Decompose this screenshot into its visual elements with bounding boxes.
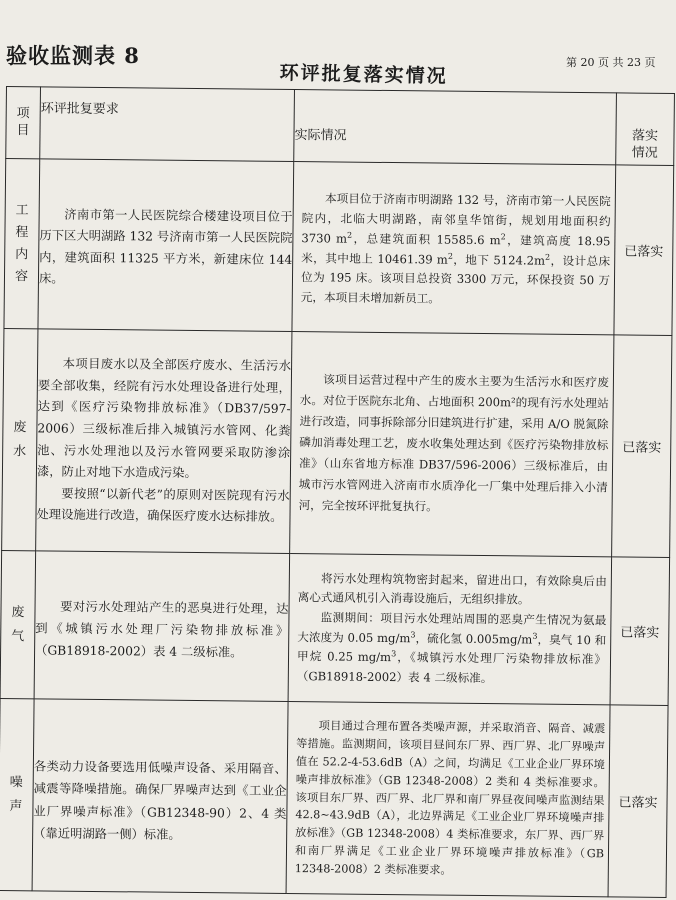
table-row bbox=[0, 698, 668, 897]
status-cell: 已落实 bbox=[610, 557, 670, 706]
row-item-label: 废气 bbox=[11, 604, 25, 644]
requirement-text: 济南市第一人民医院综合楼建设项目位于历下区大明湖路 132 号济南市第一人民医院院内，建筑面积 11325 平方米，新建床位 144 床。 bbox=[38, 207, 293, 286]
requirement-text: 本项目废水以及全部医疗废水、生活污水要全部收集，经院有污水处理设备进行处理，达到《医疗污染物排放标准》（DB37/597-2006）三级标准后排入城镇污水管网、化粪池、污水处理池以及污水管网要采取防渗涂漆，防止对地下水造成污染。 bbox=[36, 356, 292, 481]
column-header-item bbox=[6, 87, 41, 159]
column-header-requirement: 环评批复要求 bbox=[40, 87, 295, 162]
actual-cell bbox=[290, 332, 614, 557]
actual-text: 项目通过合理布置各类噪声源，并采取消音、隔音、减震等措施。监测期间，该项目昼间东厂界、西厂界、北厂界噪声值在 52.2-4-53.6dB（A）之间，均满足《工业企业厂界环境噪声排放标准》（GB 12348-2008）2 类和 4 类标准要求。该项目东厂界、西厂界、北厂界和南厂界昼夜间噪声监测结果 42.8~43.9dB（A），北边界满足《工业企业厂界环境噪声排放标准》（GB 12348-2008）4 类标准要求，东厂界、西厂界和南厂界满足《工业企业厂界环境噪声排放标准》（GB 12348-2008）2 类标准要求。 bbox=[294, 719, 606, 877]
requirement-text: 各类动力设备要选用低噪声设备、采用隔音、减震等降噪措施。确保厂界噪声达到《工业企业厂界噪声标准》（GB12348-90）2、4 类（靠近明湖路一侧）标准。 bbox=[33, 759, 287, 842]
requirement-cell bbox=[36, 329, 292, 554]
page-number: 第 20 页 共 23 页 bbox=[566, 56, 656, 69]
requirement-text: 要对污水处理站产生的恶臭进行处理，达到《城镇污水处理厂污染物排放标准》（GB18918-2002）表 4 二级标准。 bbox=[35, 599, 289, 660]
table-row bbox=[2, 328, 672, 557]
row-item-label: 废水 bbox=[13, 419, 27, 459]
status-cell: 已落实 bbox=[612, 335, 672, 558]
compliance-table bbox=[0, 86, 675, 898]
actual-cell bbox=[288, 553, 612, 704]
header-row bbox=[6, 87, 675, 166]
row-item-cell bbox=[0, 550, 36, 698]
actual-text: 将污水处理构筑物密封起来，留进出口，有效除臭后由离心式通风机引入消毒设施后，无组织排放。 bbox=[297, 571, 607, 607]
column-header-status-label: 落实情况 bbox=[631, 128, 659, 161]
form-title: 验收监测表 8 bbox=[6, 43, 140, 68]
requirement-cell bbox=[34, 551, 290, 702]
row-item-cell bbox=[4, 159, 40, 329]
status-cell: 已落实 bbox=[608, 705, 668, 898]
table-row bbox=[4, 159, 674, 336]
column-header-status bbox=[616, 93, 675, 166]
requirement-text: 要按照“以新代老”的原则对医院现有污水处理设施进行改造，确保医疗废水达标排放。 bbox=[36, 486, 290, 525]
actual-text: 该项目运营过程中产生的废水主要为生活污水和医疗废水。对位于医院东北角、占地面积 200m²的现有污水处理站进行改造，同事拆除部分旧建筑进行扩建，采用 A/O 脱氮除磷加消毒处理工艺，废水收集处理达到《医疗污染物排放标准》（山东省地方标准 DB37/596-2006）三级标准后，由城市污水管网进入济南市水质净化一厂集中处理后排入小清河，完全按环评批复执行。 bbox=[298, 372, 610, 514]
row-item-label: 工程内容 bbox=[14, 202, 29, 284]
requirement-cell bbox=[32, 699, 288, 894]
table-row bbox=[0, 550, 670, 705]
column-header-actual: 实际情况 bbox=[294, 90, 617, 165]
actual-cell bbox=[292, 162, 616, 335]
status-cell: 已落实 bbox=[614, 165, 674, 336]
actual-cell bbox=[286, 701, 610, 896]
row-item-label: 噪声 bbox=[9, 774, 23, 814]
document-title: 环评批复落实情况 bbox=[279, 61, 448, 88]
actual-text: 监测期间：项目污水处理站周围的恶臭产生情况为氨最大浓度为 0.05 $mg/m^3$，硫化氢 $0.005mg/m^3$，臭气 10 和甲烷 0.25 $mg/m^3$，《城镇污水处理厂污染物排放标准》（GB18918-2002）表 4 二级标准。 bbox=[296, 610, 607, 685]
column-header-item-label: 项目 bbox=[16, 106, 30, 139]
row-item-cell bbox=[0, 698, 34, 890]
row-item-cell bbox=[2, 328, 38, 550]
requirement-cell bbox=[38, 159, 294, 332]
actual-text: 本项目位于济南市明湖路 132 号，济南市第一人民医院院内，北临大明湖路，南邻皇华馆街，规划用地面积约 3730 $m^2$，总建筑面积 15585.6 $m^2$，建筑高度 18.95 米，其中地上 10461.39 $m^2$，地下 $5124.2m^2$，设计总床位为 195 床。该项目总投资 3300 万元，环保投资 50 万元，本项目未增加新员工。 bbox=[300, 191, 611, 306]
